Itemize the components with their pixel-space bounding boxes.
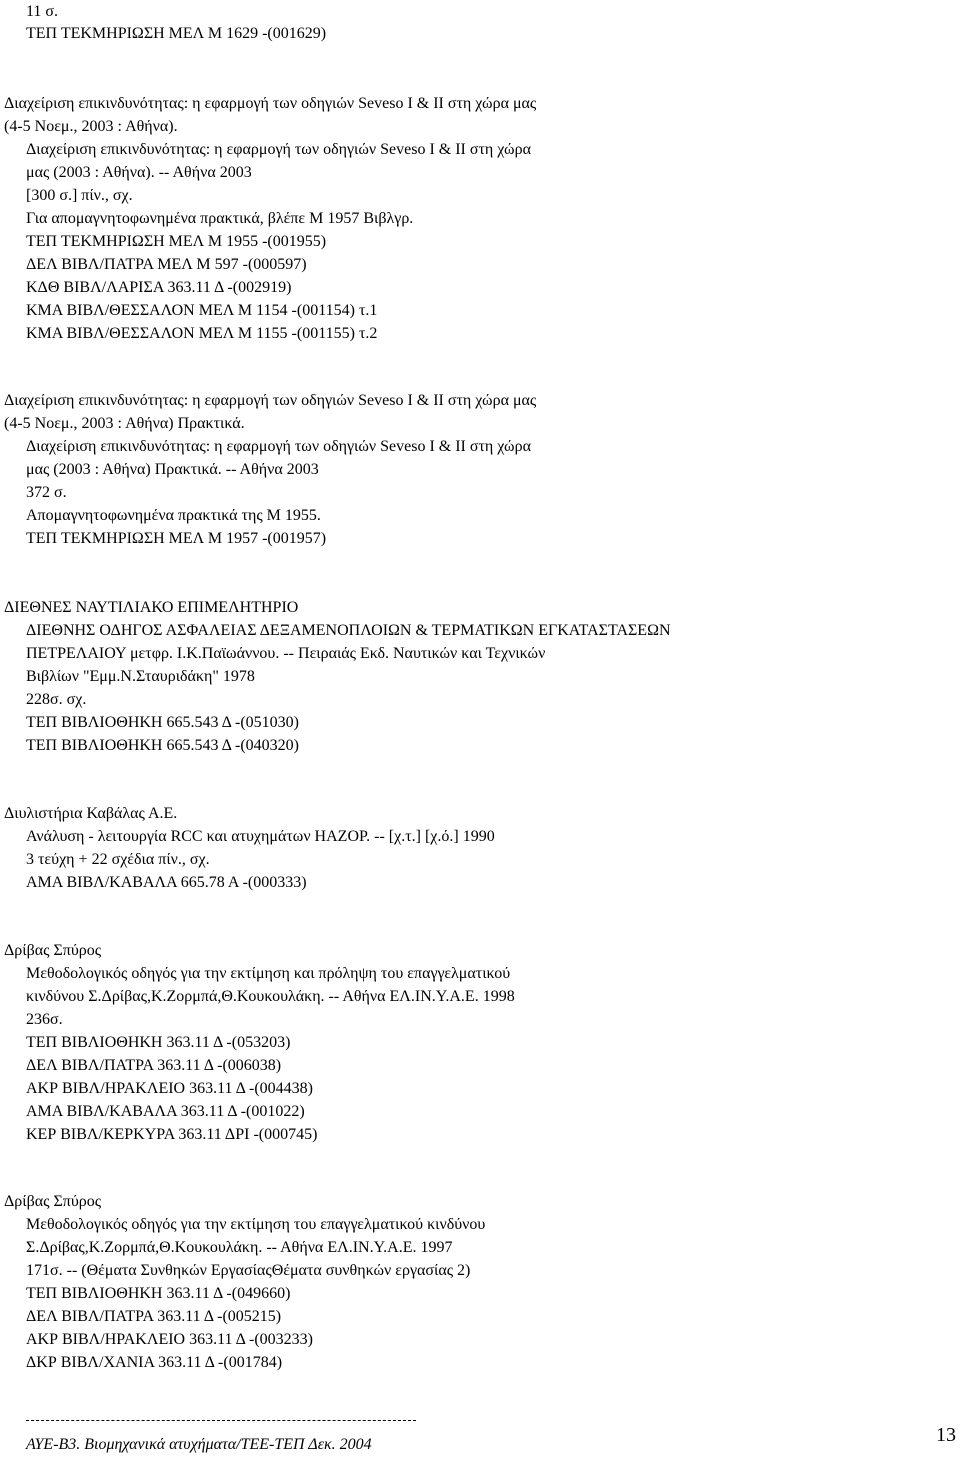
entry-line: 228σ. σχ. [26, 691, 87, 708]
entry-line: Ανάλυση - λειτουργία RCC και ατυχημάτων HAZOP. -- [χ.τ.] [χ.ό.] 1990 [26, 828, 495, 845]
entry-line: μας (2003 : Αθήνα). -- Αθήνα 2003 [26, 164, 252, 181]
entry-line: ΤΕΠ ΒΙΒΛΙΟΘΗΚΗ 665.543 Δ -(051030) [26, 714, 299, 731]
page-number: 13 [936, 1424, 956, 1446]
entry-line: ΤΕΠ ΒΙΒΛΙΟΘΗΚΗ 363.11 Δ -(053203) [26, 1034, 291, 1051]
entry-line: Για απομαγνητοφωνημένα πρακτικά, βλέπε Μ 1957 Βιβλγρ. [26, 210, 414, 227]
entry-line: ΑΚΡ ΒΙΒΛ/ΗΡΑΚΛΕΙΟ 363.11 Δ -(004438) [26, 1080, 314, 1097]
entry-line: ΔΚΡ ΒΙΒΛ/ΧΑΝΙΑ 363.11 Δ -(001784) [26, 1354, 283, 1371]
entry-line: ΚΜΑ ΒΙΒΛ/ΘΕΣΣΑΛΟΝ ΜΕΛ Μ 1155 -(001155) τ.2 [26, 325, 378, 342]
entry-line: ΔΕΛ ΒΙΒΛ/ΠΑΤΡΑ 363.11 Δ -(006038) [26, 1057, 282, 1074]
entry-line: ΑΚΡ ΒΙΒΛ/ΗΡΑΚΛΕΙΟ 363.11 Δ -(003233) [26, 1331, 314, 1348]
footer-text: ΑΥΕ-Β3. Βιομηχανικά ατυχήματα/ΤΕΕ-ΤΕΠ Δεκ. 2004 [26, 1436, 372, 1453]
entry-line: Μεθοδολογικός οδηγός για την εκτίμηση του επαγγελματικού κινδύνου [26, 1216, 486, 1233]
entry-line: ΑΜΑ ΒΙΒΛ/ΚΑΒΑΛΑ 665.78 Α -(000333) [26, 874, 307, 891]
entry-line: Απομαγνητοφωνημένα πρακτικά της Μ 1955. [26, 507, 321, 524]
entry-line: Μεθοδολογικός οδηγός για την εκτίμηση και πρόληψη του επαγγελματικού [26, 965, 511, 982]
page-top-line: ΤΕΠ ΤΕΚΜΗΡΙΩΣΗ ΜΕΛ Μ 1629 -(001629) [26, 25, 327, 42]
entry-heading: Διαχείριση επικινδυνότητας: η εφαρμογή των οδηγιών Seveso I & II στη χώρα μας [4, 95, 537, 112]
entry-line: Διαχείριση επικινδυνότητας: η εφαρμογή των οδηγιών Seveso I & II στη χώρα [26, 438, 531, 455]
entry-line: 236σ. [26, 1011, 63, 1028]
entry-heading: Δρίβας Σπύρος [4, 1193, 102, 1210]
entry-line: ΔΕΛ ΒΙΒΛ/ΠΑΤΡΑ ΜΕΛ Μ 597 -(000597) [26, 256, 307, 273]
entry-heading: Διαχείριση επικινδυνότητας: η εφαρμογή των οδηγιών Seveso I & II στη χώρα μας [4, 392, 537, 409]
entry-line: Βιβλίων "Εμμ.Ν.Σταυριδάκη" 1978 [26, 668, 255, 685]
entry-line: (4-5 Νοεμ., 2003 : Αθήνα) Πρακτικά. [4, 415, 245, 432]
entry-line: 372 σ. [26, 484, 67, 501]
entry-line: ΚΕΡ ΒΙΒΛ/ΚΕΡΚΥΡΑ 363.11 ΔΡΙ -(000745) [26, 1126, 318, 1143]
entry-line: ΔΕΛ ΒΙΒΛ/ΠΑΤΡΑ 363.11 Δ -(005215) [26, 1308, 282, 1325]
entry-line: [300 σ.] πίν., σχ. [26, 187, 133, 204]
entry-heading: ΔΙΕΘΝΕΣ ΝΑΥΤΙΛΙΑΚΟ ΕΠΙΜΕΛΗΤΗΡΙΟ [4, 599, 299, 616]
entry-line: 171σ. -- (Θέματα Συνθηκών ΕργασίαςΘέματα συνθηκών εργασίας 2) [26, 1262, 471, 1279]
footer-divider [26, 1420, 416, 1421]
entry-line: ΤΕΠ ΤΕΚΜΗΡΙΩΣΗ ΜΕΛ Μ 1955 -(001955) [26, 233, 327, 250]
entry-heading: Διυλιστήρια Καβάλας Α.Ε. [4, 805, 178, 822]
entry-line: ΚΜΑ ΒΙΒΛ/ΘΕΣΣΑΛΟΝ ΜΕΛ Μ 1154 -(001154) τ.1 [26, 302, 378, 319]
page-top-line: 11 σ. [26, 3, 59, 20]
entry-line: ΚΔΘ ΒΙΒΛ/ΛΑΡΙΣΑ 363.11 Δ -(002919) [26, 279, 292, 296]
entry-line: Διαχείριση επικινδυνότητας: η εφαρμογή των οδηγιών Seveso I & II στη χώρα [26, 141, 531, 158]
entry-line: κινδύνου Σ.Δρίβας,Κ.Ζορμπά,Θ.Κουκουλάκη. -- Αθήνα ΕΛ.ΙΝ.Υ.Α.Ε. 1998 [26, 988, 515, 1005]
entry-line: ΤΕΠ ΤΕΚΜΗΡΙΩΣΗ ΜΕΛ Μ 1957 -(001957) [26, 530, 327, 547]
entry-line: Σ.Δρίβας,Κ.Ζορμπά,Θ.Κουκουλάκη. -- Αθήνα ΕΛ.ΙΝ.Υ.Α.Ε. 1997 [26, 1239, 453, 1256]
entry-line: 3 τεύχη + 22 σχέδια πίν., σχ. [26, 851, 210, 868]
entry-heading: Δρίβας Σπύρος [4, 942, 102, 959]
entry-line: (4-5 Νοεμ., 2003 : Αθήνα). [4, 118, 178, 135]
entry-line: ΔΙΕΘΝΗΣ ΟΔΗΓΟΣ ΑΣΦΑΛΕΙΑΣ ΔΕΞΑΜΕΝΟΠΛΟΙΩΝ & ΤΕΡΜΑΤΙΚΩΝ ΕΓΚΑΤΑΣΤΑΣΕΩΝ [26, 622, 671, 639]
entry-line: μας (2003 : Αθήνα) Πρακτικά. -- Αθήνα 2003 [26, 461, 319, 478]
entry-line: ΑΜΑ ΒΙΒΛ/ΚΑΒΑΛΑ 363.11 Δ -(001022) [26, 1103, 305, 1120]
entry-line: ΤΕΠ ΒΙΒΛΙΟΘΗΚΗ 363.11 Δ -(049660) [26, 1285, 291, 1302]
entry-line: ΤΕΠ ΒΙΒΛΙΟΘΗΚΗ 665.543 Δ -(040320) [26, 737, 299, 754]
entry-line: ΠΕΤΡΕΛΑΙΟΥ μετφρ. Ι.Κ.Παϊωάννου. -- Πειραιάς Εκδ. Ναυτικών και Τεχνικών [26, 645, 546, 662]
